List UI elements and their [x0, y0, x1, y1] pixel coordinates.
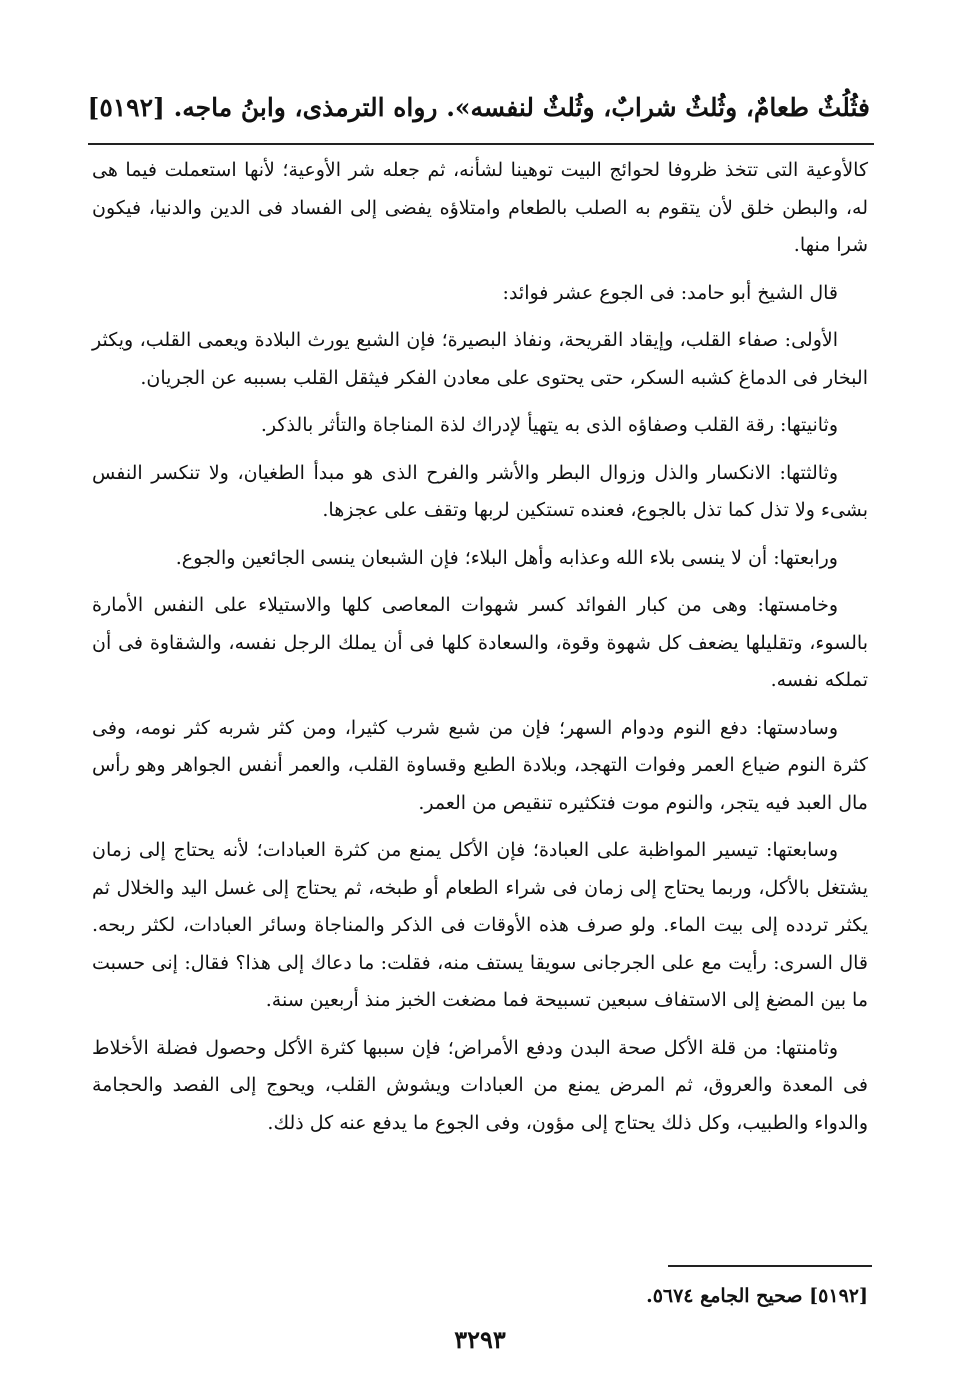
- body-text: [92, 152, 868, 1152]
- paragraph-benefit-8: وثامنتها: من قلة الأكل صحة البدن ودفع الأمراض؛ فإن سببها كثرة الأكل وحصول فضلة الأخلاط فى المعدة والعروق، ثم المرض يمنع من العبادات ويشوش القلب، ويحوج إلى الفصد والحجامة والدواء والطبيب، وكل ذلك يحتاج إلى مؤون، وفى الجوع ما يدفع عنه كل ذلك.: [92, 1036, 868, 1134]
- paragraph-benefit-4: ورابعتها: أن لا ينسى بلاء الله وعذابه وأهل البلاء؛ فإن الشبعان ينسى الجائعين والجوع.: [175, 546, 838, 569]
- paragraph-intro: قال الشيخ أبو حامد: فى الجوع عشر فوائد:: [502, 281, 838, 304]
- top-divider: [88, 143, 874, 145]
- paragraph-benefit-6: وسادستها: دفع النوم ودوام السهر؛ فإن من شبع شرب كثيرا، ومن كثر شربه كثر نومه، وفى كثرة النوم ضياع العمر وفوات التهجد، وبلادة الطبع وقساوة القلب، والعمر أنفس الجواهر وهو رأس مال العبد فيه يتجر، والنوم موت فتكثيره تنقيص من العمر.: [92, 716, 868, 814]
- paragraph-benefit-3: وثالثتها: الانكسار والذل وزوال البطر والأشر والفرح الذى هو مبدأ الطغيان، ولا تنكسر النفس بشىء ولا تذل كما تذل بالجوع، فعنده تستكين لربها وتقف على عجزها.: [92, 461, 868, 521]
- footnote-divider: [668, 1265, 872, 1267]
- paragraph-benefit-5: وخامستها: وهى من كبار الفوائد كسر شهوات المعاصى كلها والاستيلاء على النفس الأمارة بالسوء، وتقليلها يضعف كل شهوة وقوة، والسعادة كلها فى أن يملك الرجل نفسه، والشقاوة فى أن تملكه نفسه.: [92, 594, 868, 691]
- paragraph-continuation: كالأوعية التى تتخذ ظروفا لحوائج البيت توهينا لشأنه، ثم جعله شر الأوعية؛ لأنها استعملت فيما هى له، والبطن خلق لأن يتقوم به الصلب بالطعام وامتلاؤه يفضى إلى الفساد فى الدين والدنيا، فيكون شرا منها.: [92, 159, 868, 256]
- paragraph-benefit-2: وثانيتها: رقة القلب وصفاؤه الذى به يتهيأ لإدراك لذة المناجاة والتأثر بالذكر.: [260, 414, 838, 436]
- footnote: [٥١٩٢] صحيح الجامع ٥٦٧٤.: [646, 1285, 868, 1307]
- hadith-header-line: فثُلُثٌ طعامٌ، وثُلثٌ شرابٌ، وثُلثٌ لنفسه». رواه الترمذى، وابنُ ماجه. [٥١٩٢]: [87, 93, 870, 122]
- page-number: ٣٢٩٣: [454, 1325, 506, 1354]
- paragraph-benefit-1: الأولى: صفاء القلب، وإيقاد القريحة، ونفاذ البصيرة؛ فإن الشبع يورث البلادة ويعمى القلب، ويكثر البخار فى الدماغ كشبه السكر، حتى يحتوى على معادن الفكر فيثقل القلب بسببه عن الجريان.: [92, 329, 868, 389]
- paragraph-benefit-7: وسابعتها: تيسير المواظبة على العبادة؛ فإن الأكل يمنع من كثرة العبادات؛ لأنه يحتاج إلى زمان يشتغل بالأكل، وربما يحتاج إلى زمان فى شراء الطعام أو طبخه، ثم يحتاج إلى غسل اليد والخلال ثم يكثر تردده إلى بيت الماء. ولو صرف هذه الأوقات فى الذكر والمناجاة وسائر العبادات، لكثر ربحه. قال السرى: رأيت مع على الجرجانى سويقا يستف منه، فقلت: ما دعاك إلى هذا؟ فقال: إنى حسبت ما بين المضغ إلى الاستفاف سبعين تسبيحة فما مضغت الخبز منذ أربعين سنة.: [92, 839, 868, 1011]
